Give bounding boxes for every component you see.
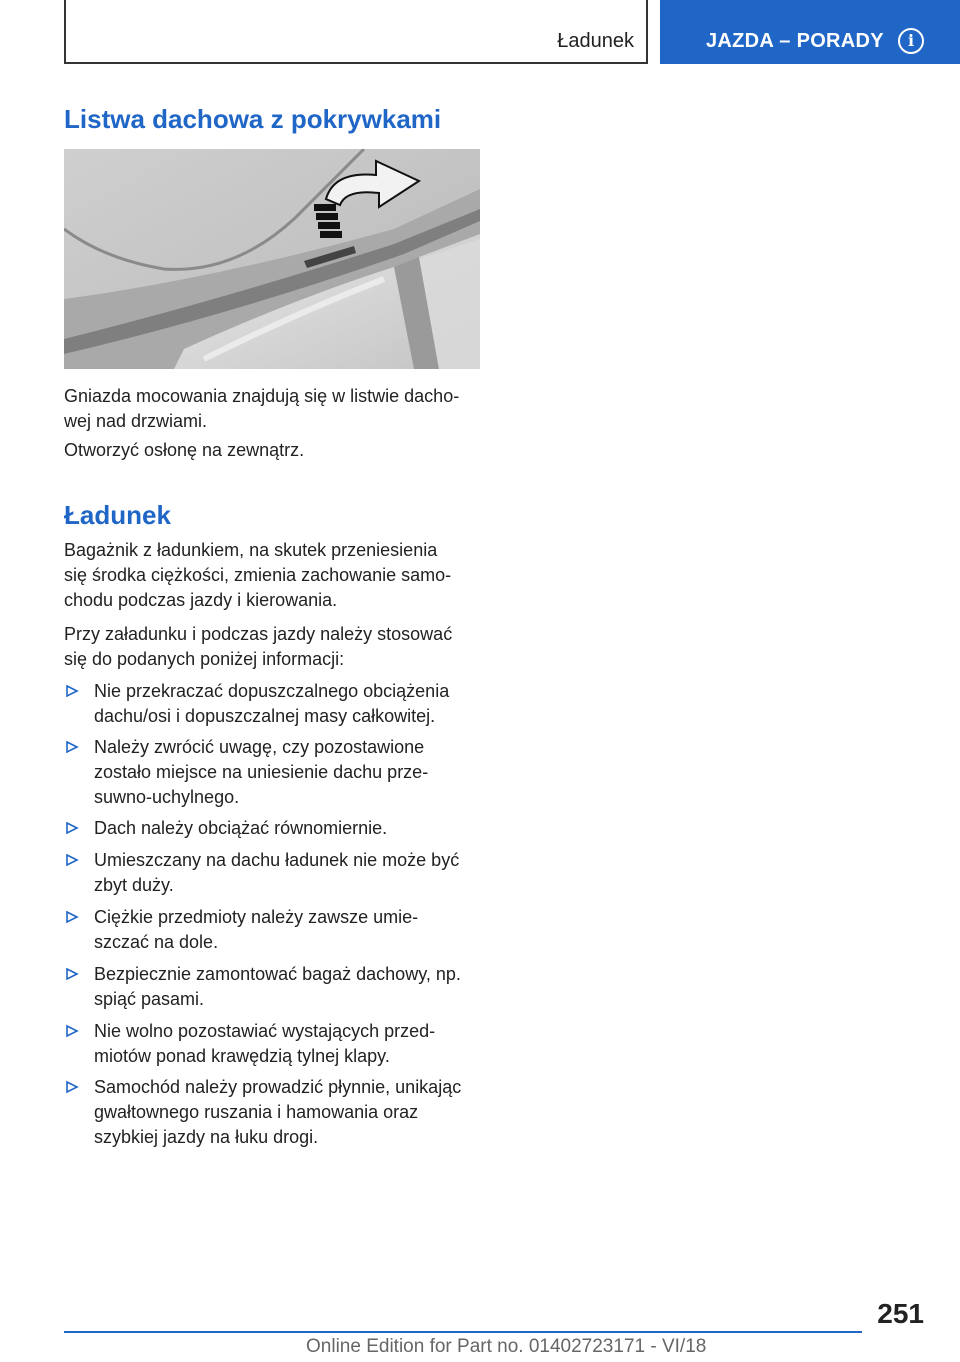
list-item [64, 679, 484, 729]
list-item-text: Umieszczany na dachu ładunek nie może być zbyt duży. [94, 850, 460, 895]
triangle-bullet-icon [64, 966, 80, 982]
list-item [64, 816, 484, 841]
triangle-bullet-icon [64, 820, 80, 836]
list-item-text: Bezpiecznie zamontować bagaż dachowy, np. spiąć pasami. [94, 964, 461, 1009]
footer-divider [64, 1331, 862, 1333]
triangle-bullet-icon [64, 1023, 80, 1039]
cargo-paragraph-2: Przy załadunku i podczas jazdy należy stosować się do podanych poniżej informacji: [64, 624, 453, 669]
footer-edition-text: Online Edition for Part no. 01402723171 - VI/18 [306, 1336, 707, 1357]
header-chapter-label: JAZDA – PORADY [706, 30, 884, 52]
roof-rail-illustration [64, 149, 480, 369]
list-item [64, 962, 484, 1012]
list-item [64, 1019, 484, 1069]
roof-rail-image [64, 149, 480, 369]
page-number: 251 [877, 1298, 924, 1329]
roof-rail-paragraph-1-text: Gniazda mocowania znajdują się w listwie dacho- wej nad drzwiami. [64, 386, 460, 431]
roof-rail-paragraph-1 [64, 384, 484, 434]
triangle-bullet-icon [64, 1079, 80, 1095]
section-title-roof-rail: Listwa dachowa z pokrywkami [64, 104, 442, 134]
list-item [64, 848, 484, 898]
cargo-paragraph-1: Bagażnik z ładunkiem, na skutek przeniesienia się środka ciężkości, zmienia zachowanie samo- chodu podczas jazdy i kierowania. [64, 540, 452, 610]
header-chapter-tab[interactable] [660, 0, 960, 64]
list-item-text: Należy zwrócić uwagę, czy pozostawione zostało miejsce na uniesienie dachu prze- suwno-uchylnego. [94, 737, 429, 807]
list-item [64, 735, 484, 810]
roof-rail-paragraph-2: Otworzyć osłonę na zewnątrz. [64, 440, 305, 460]
section-heading-cargo: Ładunek [64, 500, 171, 530]
list-item-text: Ciężkie przedmioty należy zawsze umie- szczać na dole. [94, 907, 419, 952]
list-item-text: Dach należy obciążać równomiernie. [94, 818, 388, 838]
list-item-text: Nie wolno pozostawiać wystających przed- miotów ponad krawędzią tylnej klapy. [94, 1021, 436, 1066]
triangle-bullet-icon [64, 683, 80, 699]
list-item-text: Samochód należy prowadzić płynnie, unikając gwałtownego ruszania i hamowania oraz szybkiej jazdy na łuku drogi. [94, 1077, 462, 1147]
list-item [64, 905, 484, 955]
header-box [64, 0, 648, 64]
list-item [64, 1075, 484, 1150]
triangle-bullet-icon [64, 739, 80, 755]
triangle-bullet-icon [64, 852, 80, 868]
triangle-bullet-icon [64, 909, 80, 925]
list-item-text: Nie przekraczać dopuszczalnego obciążenia dachu/osi i dopuszczalnej masy całkowitej. [94, 681, 450, 726]
header-section-label: Ładunek [557, 30, 634, 52]
info-icon[interactable]: i [898, 28, 924, 54]
